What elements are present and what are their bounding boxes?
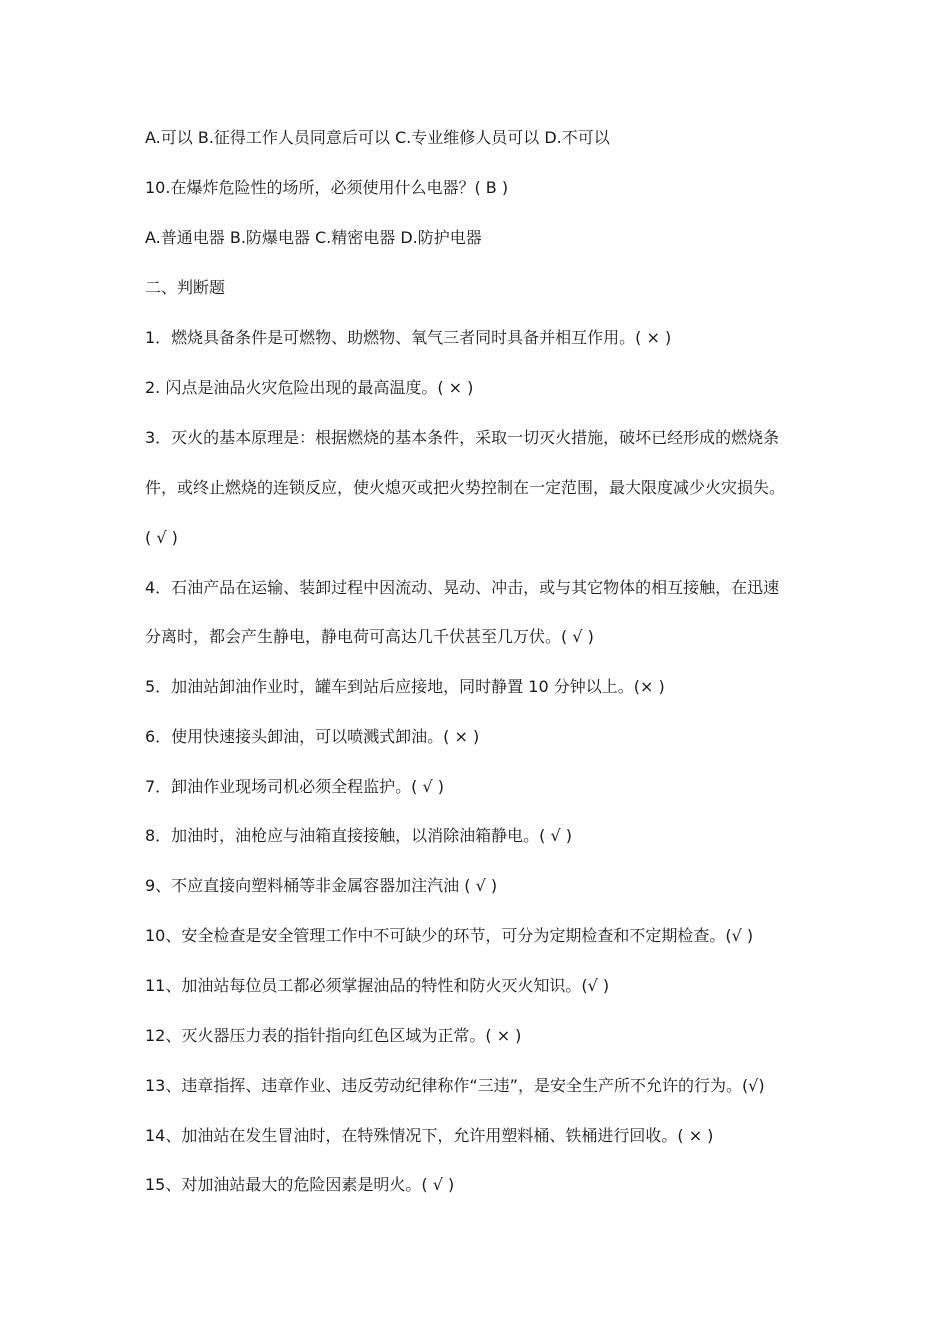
- tf-item-7: 7．卸油作业现场司机必须全程监护。( √ ): [145, 777, 445, 796]
- tf-item-2: 2. 闪点是油品火灾危险出现的最高温度。( × ): [145, 378, 474, 397]
- tf-item-9: 9、不应直接向塑料桶等非金属容器加注汽油 ( √ ): [145, 876, 498, 895]
- q9-options: A.可以 B.征得工作人员同意后可以 C.专业维修人员可以 D.不可以: [145, 128, 610, 147]
- tf-item-3-line-2: 件，或终止燃烧的连锁反应，使火熄灭或把火势控制在一定范围，最大限度减少火灾损失。: [145, 478, 786, 497]
- tf-item-11: 11、加油站每位员工都必须掌握油品的特性和防火灭火知识。(√ ): [145, 976, 610, 995]
- tf-item-5: 5．加油站卸油作业时，罐车到站后应接地，同时静置 10 分钟以上。(× ): [145, 677, 665, 696]
- tf-item-4-line-1: 4．石油产品在运输、装卸过程中因流动、晃动、冲击，或与其它物体的相互接触，在迅速: [145, 578, 780, 597]
- tf-item-15: 15、对加油站最大的危险因素是明火。( √ ): [145, 1175, 455, 1194]
- tf-item-3-line-1: 3．灭火的基本原理是：根据燃烧的基本条件，采取一切灭火措施，破坏已经形成的燃烧条: [145, 428, 780, 447]
- tf-item-3-answer: ( √ ): [145, 528, 178, 547]
- tf-item-4-line-2: 分离时，都会产生静电，静电荷可高达几千伏甚至几万伏。( √ ): [145, 627, 594, 646]
- tf-item-6: 6．使用快速接头卸油，可以喷溅式卸油。( × ): [145, 727, 480, 746]
- tf-item-14: 14、加油站在发生冒油时，在特殊情况下，允许用塑料桶、铁桶进行回收。( × ): [145, 1126, 714, 1145]
- tf-item-1: 1．燃烧具备条件是可燃物、助燃物、氧气三者同时具备并相互作用。( × ): [145, 328, 672, 347]
- q10-options: A.普通电器 B.防爆电器 C.精密电器 D.防护电器: [145, 228, 482, 247]
- section-heading: 二、判断题: [145, 278, 226, 297]
- tf-item-13: 13、违章指挥、违章作业、违反劳动纪律称作“三违”，是安全生产所不允许的行为。(√): [145, 1076, 765, 1095]
- tf-item-8: 8．加油时，油枪应与油箱直接接触，以消除油箱静电。( √ ): [145, 826, 573, 845]
- tf-item-12: 12、灭火器压力表的指针指向红色区域为正常。( × ): [145, 1026, 522, 1045]
- q10-question: 10.在爆炸危险性的场所，必须使用什么电器？( B ): [145, 178, 509, 197]
- tf-item-10: 10、安全检查是安全管理工作中不可缺少的环节，可分为定期检查和不定期检查。(√ ): [145, 926, 754, 945]
